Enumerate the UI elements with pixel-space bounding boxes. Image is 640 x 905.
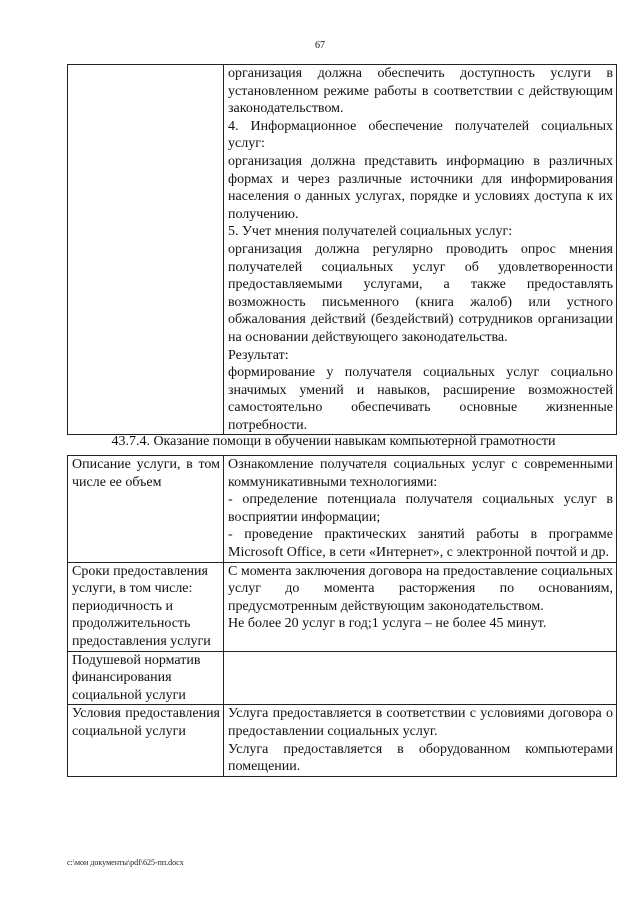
row-label: Сроки предоставления услуги, в том числе: периодичность и продолжительность предоставления услуги — [68, 562, 224, 651]
continued-service-table — [67, 64, 617, 435]
paragraph: Услуга предоставляется в оборудованном компьютерами помещении. — [228, 741, 613, 775]
page-number: 67 — [315, 40, 325, 51]
table-row — [68, 456, 617, 563]
table-row — [68, 651, 617, 705]
row-label: Описание услуги, в том числе ее объем — [68, 456, 224, 563]
row-label: Условия предоставления социальной услуги — [68, 705, 224, 776]
row-content — [224, 456, 617, 563]
row-content — [224, 562, 617, 651]
paragraph: организация должна регулярно проводить опрос мнения получателей социальных услуг об удовлетворенности предоставляемыми услугами, а также предоставлять возможность письменного (книга жалоб) или устного обжалования действий (бездействий) сотрудников организации на основании действующего законодательства. — [228, 241, 613, 345]
row-content — [224, 705, 617, 776]
paragraph: 4. Информационное обеспечение получателей социальных услуг: — [228, 118, 613, 152]
paragraph: 5. Учет мнения получателей социальных услуг: — [228, 224, 513, 240]
section-heading: 43.7.4. Оказание помощи в обучении навыкам компьютерной грамотности — [111, 434, 556, 449]
table-row — [68, 562, 617, 651]
paragraph: Не более 20 услуг в год;1 услуга – не более 45 минут. — [228, 616, 547, 632]
paragraph: формирование у получателя социальных услуг социально значимых умений и навыков, расширение возможностей самостоятельно обеспечивать основные жизненные потребности. — [228, 365, 613, 433]
table-cell-label-empty — [68, 65, 224, 435]
footer-file-path: c:\мои документы\pdf\625-пп.docx — [67, 858, 184, 867]
paragraph: - определение потенциала получателя социальных услуг в восприятии информации; — [228, 492, 613, 525]
paragraph: организация должна обеспечить доступность услуги в установленном режиме работы в соответствии с действующим законодательством. — [228, 66, 613, 117]
table-row — [68, 705, 617, 776]
paragraph: Результат: — [228, 347, 289, 363]
row-content-empty — [224, 651, 617, 705]
paragraph: С момента заключения договора на предоставление социальных услуг до момента расторжения по основаниям, предусмотренным действующим законодательством. — [228, 563, 613, 614]
paragraph: организация должна представить информацию в различных формах и через различные источники для информирования населения о данных услугах, порядке и условиях доступа к их получению. — [228, 153, 613, 222]
paragraph: - проведение практических занятий работы в программе Microsoft Office, в сети «Интернет», с электронной почтой и др. — [228, 527, 613, 560]
table-row — [68, 65, 617, 435]
paragraph: Услуга предоставляется в соответствии с условиями договора о предоставлении социальных услуг. — [228, 706, 613, 739]
table-cell-content — [224, 65, 617, 435]
service-table — [67, 455, 617, 777]
row-label: Подушевой норматив финансирования социальной услуги — [68, 651, 224, 705]
paragraph: Ознакомление получателя социальных услуг с современными коммуникативными технологиями: — [228, 457, 613, 490]
